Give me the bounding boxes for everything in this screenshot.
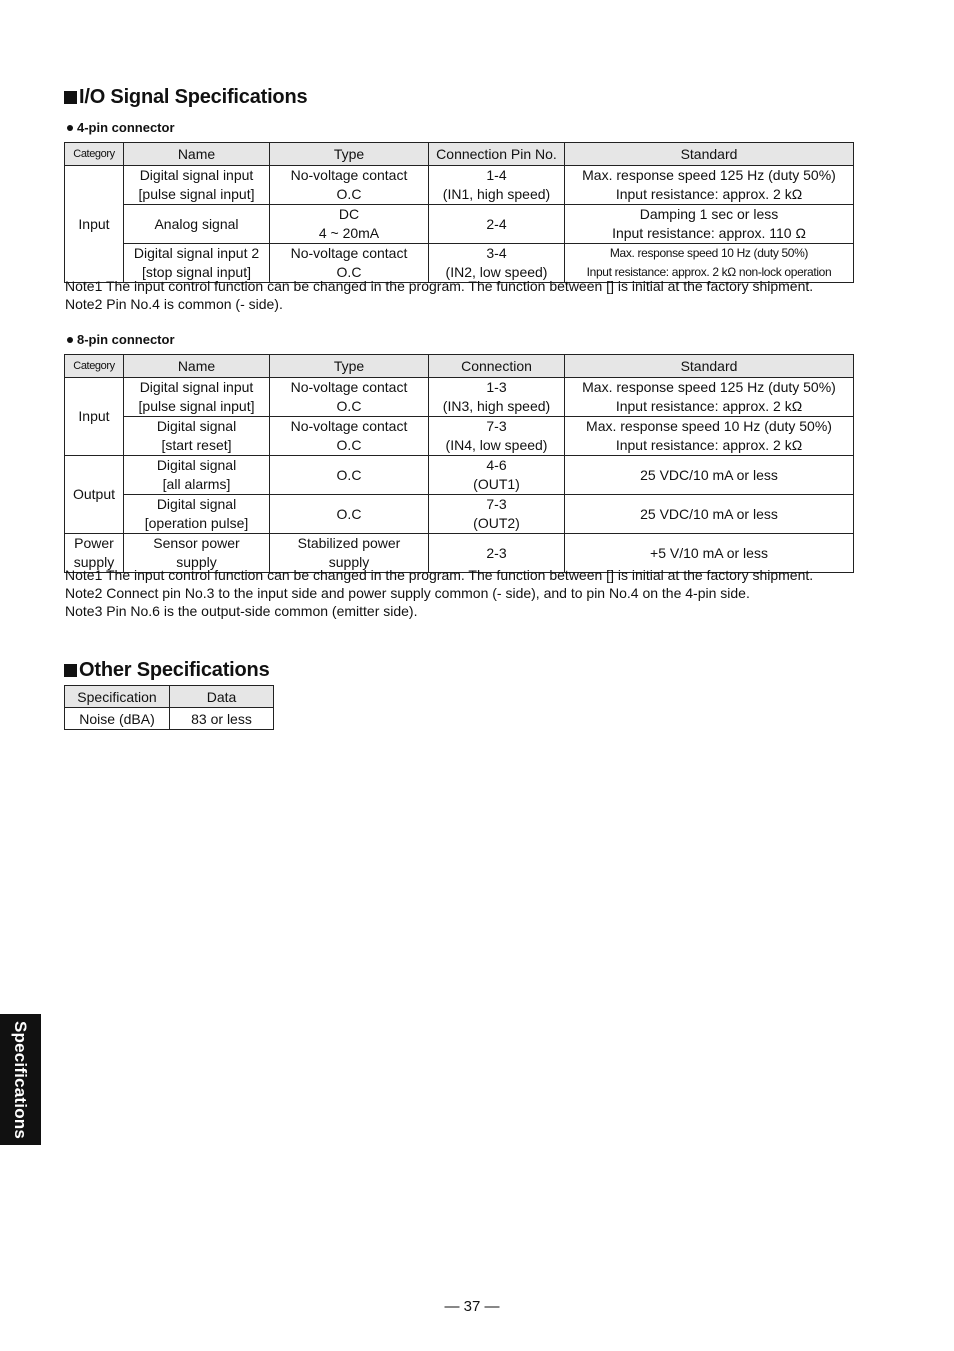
table-row xyxy=(65,456,854,495)
category-cell: Input xyxy=(65,166,124,283)
header-standard: Standard xyxy=(565,143,854,166)
type-cell: No-voltage contact O.C xyxy=(270,244,429,283)
connection-cell: 4-6 (OUT1) xyxy=(429,456,565,495)
connection-cell: 2-4 xyxy=(429,205,565,244)
standard-cell: 25 VDC/10 mA or less xyxy=(565,456,854,495)
header-type: Type xyxy=(270,355,429,378)
table-row xyxy=(65,417,854,456)
note-line: Note3 Pin No.6 is the output-side common (emitter side). xyxy=(65,603,418,619)
square-bullet-icon xyxy=(64,91,77,104)
eight-pin-table xyxy=(64,354,854,573)
type-cell: No-voltage contact O.C xyxy=(270,378,429,417)
four-pin-subtitle: 4-pin connector xyxy=(67,120,175,135)
type-cell: DC 4 ~ 20mA xyxy=(270,205,429,244)
side-tab-label: Specifications xyxy=(11,1020,31,1139)
name-cell: Digital signal input [pulse signal input] xyxy=(124,378,270,417)
header-connection: Connection xyxy=(429,355,565,378)
table-row xyxy=(65,495,854,534)
header-name: Name xyxy=(124,143,270,166)
note-line: Note1 The input control function can be changed in the program. The function between [] is initial at the factory shipment. xyxy=(65,567,814,583)
eight-pin-notes xyxy=(65,566,813,620)
connection-cell: 1-4 (IN1, high speed) xyxy=(429,166,565,205)
name-cell: Digital signal input [pulse signal input] xyxy=(124,166,270,205)
name-cell: Digital signal [operation pulse] xyxy=(124,495,270,534)
standard-cell: Max. response speed 10 Hz (duty 50%) Input resistance: approx. 2 kΩ xyxy=(565,417,854,456)
header-category: Category xyxy=(65,355,124,378)
table-row xyxy=(65,205,854,244)
standard-cell: Damping 1 sec or less Input resistance: approx. 110 Ω xyxy=(565,205,854,244)
name-cell: Digital signal [start reset] xyxy=(124,417,270,456)
header-standard: Standard xyxy=(565,355,854,378)
header-connection: Connection Pin No. xyxy=(429,143,565,166)
spec-cell: Noise (dBA) xyxy=(65,708,170,730)
connection-cell: 7-3 (IN4, low speed) xyxy=(429,417,565,456)
table-header-row xyxy=(65,143,854,166)
name-cell: Analog signal xyxy=(124,205,270,244)
type-cell: O.C xyxy=(270,495,429,534)
header-name: Name xyxy=(124,355,270,378)
other-spec-table xyxy=(64,685,274,730)
four-pin-notes xyxy=(65,277,813,313)
name-cell: Digital signal [all alarms] xyxy=(124,456,270,495)
connection-cell: 3-4 (IN2, low speed) xyxy=(429,244,565,283)
bullet-icon xyxy=(67,125,73,131)
data-cell: 83 or less xyxy=(170,708,274,730)
eight-pin-subtitle: 8-pin connector xyxy=(67,332,175,347)
category-cell: Input xyxy=(65,378,124,456)
note-line: Note1 The input control function can be changed in the program. The function between [] is initial at the factory shipment. xyxy=(65,278,814,294)
standard-cell: +5 V/10 mA or less xyxy=(565,534,854,573)
table-header-row xyxy=(65,686,274,708)
standard-cell: Max. response speed 125 Hz (duty 50%) Input resistance: approx. 2 kΩ xyxy=(565,166,854,205)
connection-cell: 1-3 (IN3, high speed) xyxy=(429,378,565,417)
category-cell: Output xyxy=(65,456,124,534)
square-bullet-icon xyxy=(64,664,77,677)
standard-cell: 25 VDC/10 mA or less xyxy=(565,495,854,534)
connection-cell: 7-3 (OUT2) xyxy=(429,495,565,534)
standard-cell: Max. response speed 10 Hz (duty 50%) Input resistance: approx. 2 kΩ non-lock operation xyxy=(565,244,854,283)
category-cell: Power supply xyxy=(65,534,124,573)
other-section-title: Other Specifications xyxy=(64,659,270,682)
name-cell: Sensor power supply xyxy=(124,534,270,573)
type-cell: O.C xyxy=(270,456,429,495)
type-cell: Stabilized power supply xyxy=(270,534,429,573)
table-row xyxy=(65,166,854,205)
bullet-icon xyxy=(67,337,73,343)
note-line: Note2 Pin No.4 is common (- side). xyxy=(65,296,283,312)
type-cell: No-voltage contact O.C xyxy=(270,166,429,205)
connection-cell: 2-3 xyxy=(429,534,565,573)
header-type: Type xyxy=(270,143,429,166)
name-cell: Digital signal input 2 [stop signal input] xyxy=(124,244,270,283)
page-number: — 37 — xyxy=(444,1298,500,1315)
header-specification: Specification xyxy=(65,686,170,708)
standard-cell: Max. response speed 125 Hz (duty 50%) Input resistance: approx. 2 kΩ xyxy=(565,378,854,417)
side-section-tab xyxy=(0,1014,41,1145)
header-data: Data xyxy=(170,686,274,708)
table-row xyxy=(65,708,274,730)
table-header-row xyxy=(65,355,854,378)
four-pin-table xyxy=(64,142,854,283)
type-cell: No-voltage contact O.C xyxy=(270,417,429,456)
table-row xyxy=(65,378,854,417)
header-category: Category xyxy=(65,143,124,166)
note-line: Note2 Connect pin No.3 to the input side and power supply common (- side), and to pin No.4 on the 4-pin side. xyxy=(65,585,750,601)
io-section-title: I/O Signal Specifications xyxy=(64,86,307,109)
